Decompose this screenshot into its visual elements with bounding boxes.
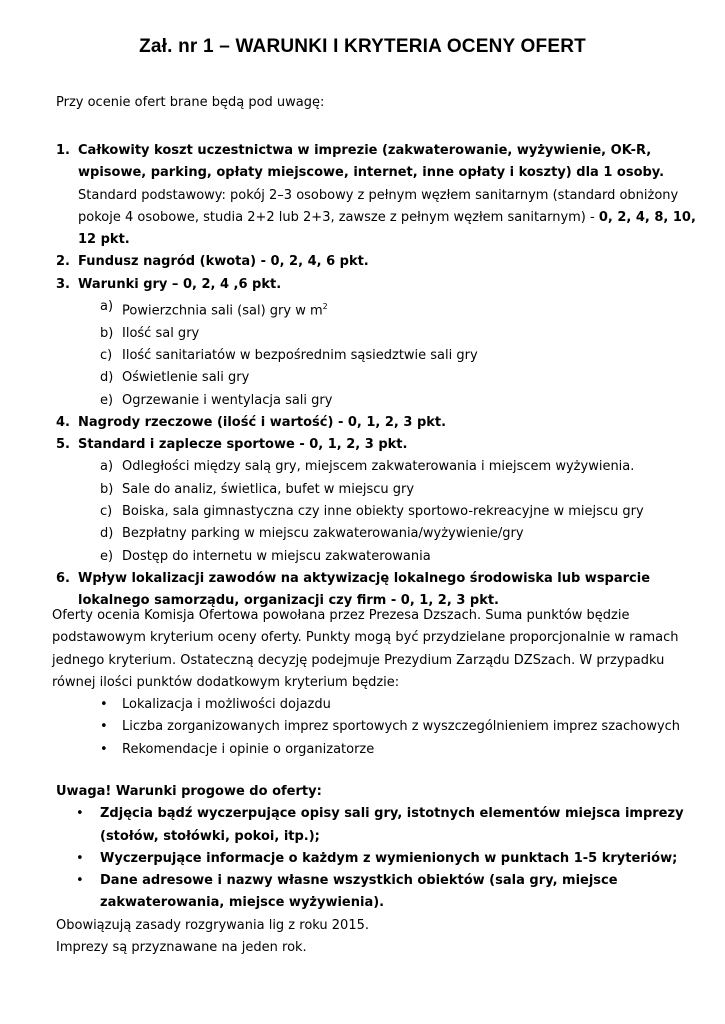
sub-item [56,296,696,323]
sub-item-text: Ilość sal gry [122,325,200,341]
warning-item [56,803,696,848]
superscript: 2 [322,302,328,312]
criterion-number: 4. [56,414,70,430]
sub-item-text: Ogrzewanie i wentylacja sali gry [122,392,333,408]
criterion-description: Standard podstawowy: pokój 2–3 osobowy z pełnym węzłem sanitarnym (standard obniżony pokoje 4 osobowe, studia 2+2 lub 2+3, zawsze z pełnym węzłem sanitarnym) - [78,187,679,225]
warning-item-text: Dane adresowe i nazwy własne wszystkich obiektów (sala gry, miejsce zakwaterowania, miejsce wyżywienia). [100,873,618,911]
criterion-title: Wpływ lokalizacji zawodów na aktywizację lokalnego środowiska lub wsparcie lokalnego samorządu, organizacji czy firm - 0, 1, 2, 3 pkt. [78,570,651,609]
sub-item-letter: e) [100,548,114,564]
warning-section [56,781,696,959]
sub-item-text: Oświetlenie sali gry [122,370,250,386]
criterion-number: 6. [56,570,70,586]
bullet-icon: • [100,697,108,713]
warning-heading: Uwaga! Warunki progowe do oferty: [56,784,322,799]
sub-item [56,546,696,568]
sub-item-text: Dostęp do internetu w miejscu zakwaterowania [122,548,431,564]
criterion-number: 5. [56,437,70,453]
sub-item-letter: c) [100,348,113,363]
criterion-3 [56,274,696,296]
footer-note: Obowiązują zasady rozgrywania lig z roku 2015. [56,917,369,933]
list-item [52,716,702,738]
warning-item-text: Zdjęcia bądź wyczerpujące opisy sali gry, istotnych elementów miejsca imprezy (stołów, stołówki, pokoi, itp.); [100,806,684,844]
sub-item [56,456,696,478]
criterion-4 [56,412,696,434]
bullet-icon: • [100,741,108,757]
list-item-text: Liczba zorganizowanych imprez sportowych z wyszczególnieniem imprez szachowych [122,719,681,735]
criterion-points: 0, 2, 4, 8, 10, 12 pkt. [78,209,696,248]
intro-text: Przy ocenie ofert brane będą pod uwagę: [56,95,325,110]
criterion-5 [56,434,696,456]
evaluation-section [52,605,702,761]
sub-item-text: Boiska, sala gimnastyczna czy inne obiekty sportowo-rekreacyjne w miejscu gry [122,504,644,520]
criterion-1 [56,140,696,251]
sub-item [56,390,696,412]
warning-item-text: Wyczerpujące informacje o każdym z wymienionych w punktach 1-5 kryteriów; [100,850,678,866]
warning-item [56,870,696,915]
sub-item-letter: b) [100,325,114,341]
bullet-icon: • [76,850,84,866]
sub-item-letter: c) [100,504,113,520]
criterion-title: Całkowity koszt uczestnictwa w imprezie (zakwaterowanie, wyżywienie, OK-R, wpisowe, parking, opłaty miejscowe, internet, inne opłaty i koszty) dla 1 osoby. [78,143,665,181]
sub-item [56,479,696,501]
sub-item [56,523,696,545]
list-item [52,739,702,761]
criterion-title: Standard i zaplecze sportowe - 0, 1, 2, 3 pkt. [78,437,408,453]
sub-item-letter: e) [100,392,114,408]
sub-item-text: Sale do analiz, świetlica, bufet w miejscu gry [122,481,415,497]
sub-item-letter: a) [100,459,114,475]
sub-item-letter: a) [100,299,114,315]
bullet-icon: • [76,806,84,822]
criterion-title: Warunki gry – 0, 2, 4 ,6 pkt. [78,276,282,292]
evaluation-paragraph: Oferty ocenia Komisja Ofertowa powołana przez Prezesa Dzszach. Suma punktów będzie podstawowym kryterium oceny oferty. Punkty mogą być przydzielane proporcjonalnie w ramach jednego kryterium. Ostateczną decyzję podejmuje Prezydium Zarządu DZSzach. W przypadku równej ilości punktów dodatkowym kryterium będzie: [52,608,679,690]
sub-item [56,501,696,523]
sub-item [56,345,696,367]
criteria-list [56,140,696,613]
sub-item [56,323,696,345]
bullet-icon: • [100,719,108,735]
warning-item [56,848,696,870]
criterion-title: Nagrody rzeczowe (ilość i wartość) - 0, 1, 2, 3 pkt. [78,414,447,430]
sub-item-letter: d) [100,526,114,542]
list-item [52,694,702,716]
sub-item-letter: b) [100,481,114,497]
criterion-number: 3. [56,276,70,292]
criterion-number: 1. [56,143,70,158]
sub-item [56,367,696,389]
bullet-icon: • [76,873,84,889]
page-title: Zał. nr 1 – WARUNKI I KRYTERIA OCENY OFERT [139,36,586,57]
criterion-number: 2. [56,254,70,270]
sub-item-text: Ilość sanitariatów w bezpośrednim sąsiedztwie sali gry [122,348,478,363]
criterion-title: Fundusz nagród (kwota) - 0, 2, 4, 6 pkt. [78,254,369,270]
list-item-text: Rekomendacje i opinie o organizatorze [122,741,375,757]
sub-item-text: Odległości między salą gry, miejscem zakwaterowania i miejscem wyżywienia. [122,459,635,475]
list-item-text: Lokalizacja i możliwości dojazdu [122,697,331,713]
criterion-2 [56,251,696,273]
sub-item-text: Powierzchnia sali (sal) gry w m [122,303,323,319]
footer-note: Imprezy są przyznawane na jeden rok. [56,940,307,956]
sub-item-text: Bezpłatny parking w miejscu zakwaterowania/wyżywienie/gry [122,526,524,542]
sub-item-letter: d) [100,370,114,386]
